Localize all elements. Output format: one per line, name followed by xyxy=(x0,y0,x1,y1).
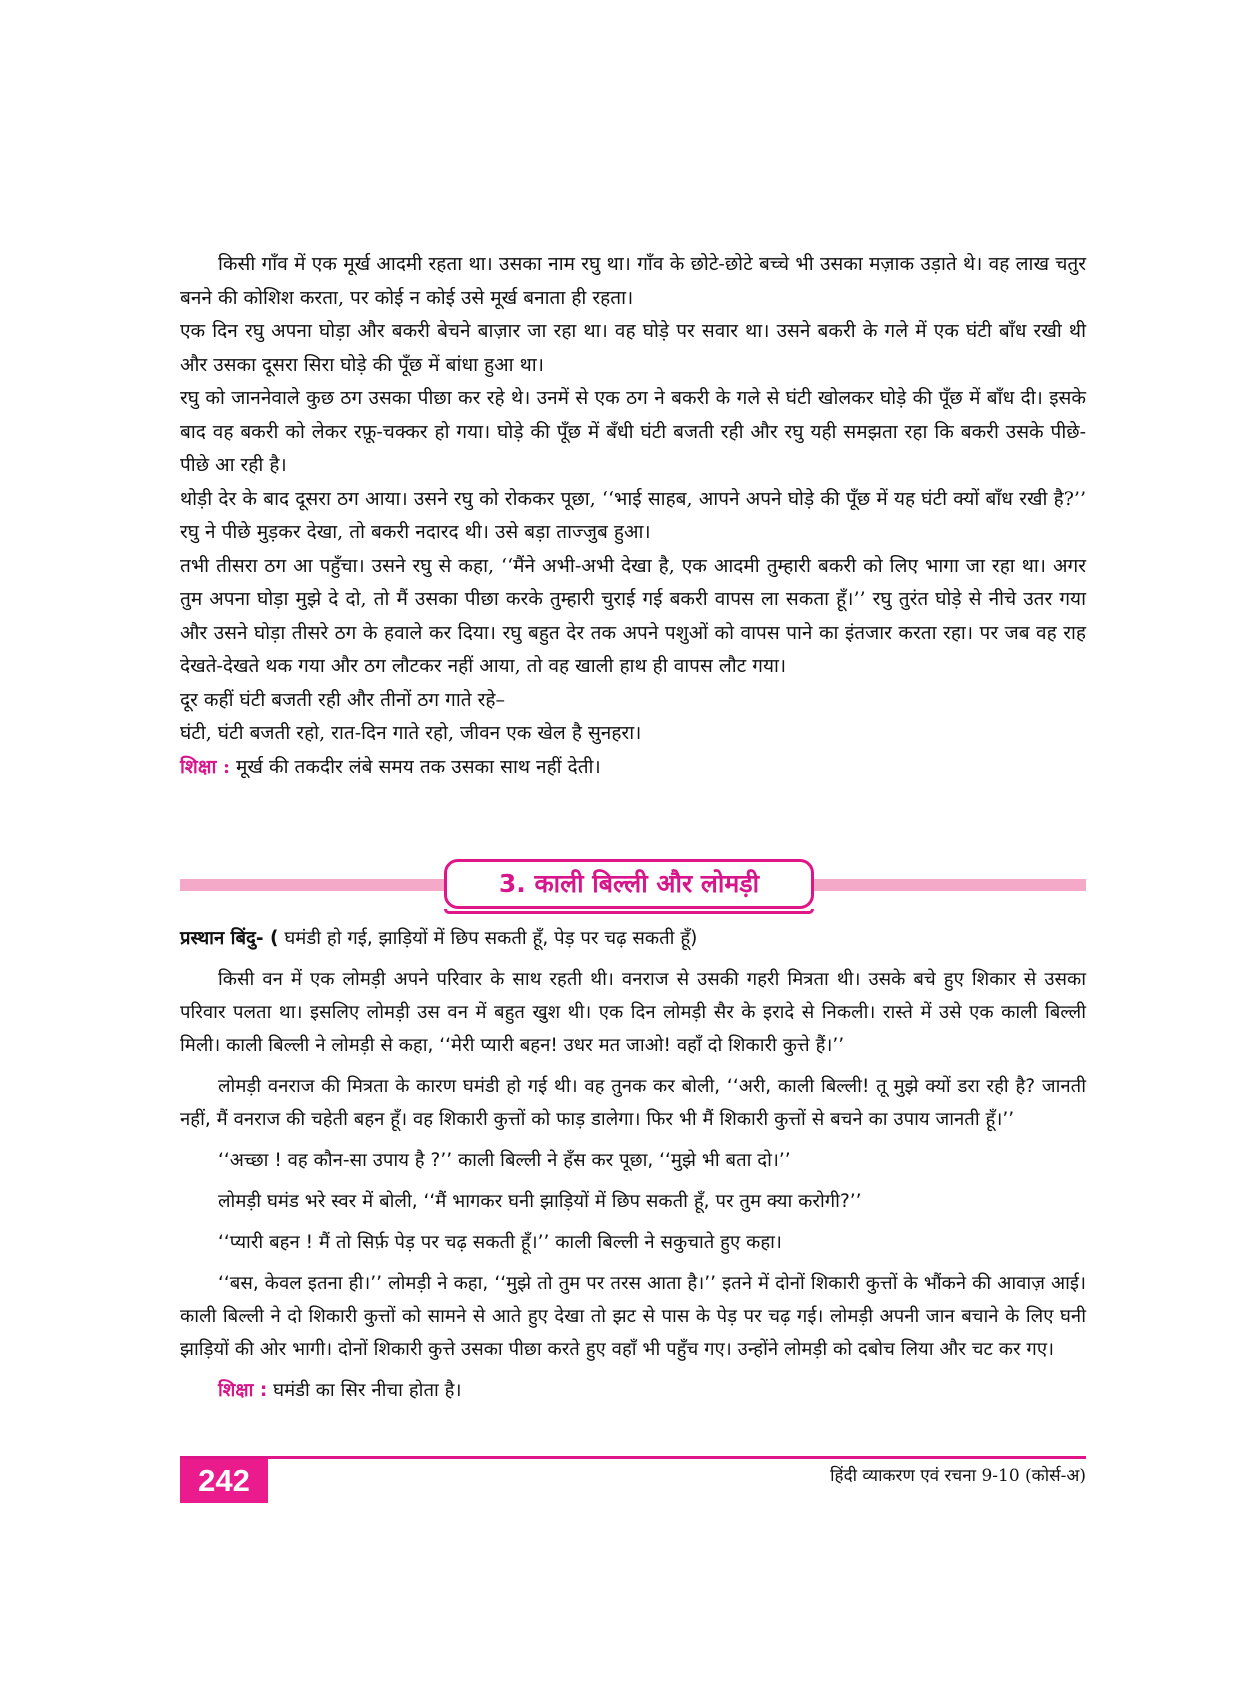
prasthan-bindu-label: प्रस्थान बिंदु- ( xyxy=(180,928,279,949)
story2-paragraph: लोमड़ी वनराज की मित्रता के कारण घमंडी हो गई थी। वह तुनक कर बोली, ‘‘अरी, काली बिल्ली! तू मुझे क्यों डरा रही है? जानती नहीं, मैं वनराज की चहेती बहन हूँ। वह शिकारी कुत्तों को फाड़ डालेगा। फिर भी मैं शिकारी कुत्तों से बचने का उपाय जानती हूँ।’’ xyxy=(180,1076,1086,1130)
prasthan-bindu xyxy=(180,922,1086,955)
story1-paragraph: तभी तीसरा ठग आ पहुँचा। उसने रघु से कहा, ‘‘मैंने अभी-अभी देखा है, एक आदमी तुम्हारी बकरी को लिए भागा जा रहा था। अगर तुम अपना घोड़ा मुझे दे दो, तो मैं उसका पीछा करके तुम्हारी चुराई गई बकरी वापस ला सकता हूँ।’’ रघु तुरंत घोड़े से नीचे उतर गया और उसने घोड़ा तीसरे ठग के हवाले कर दिया। रघु बहुत देर तक अपने पशुओं को वापस पाने का इंतजार करता रहा। पर जब वह राह देखते-देखते थक गया और ठग लौटकर नहीं आया, तो वह खाली हाथ ही वापस लौट गया। xyxy=(180,554,1086,677)
prasthan-bindu-text: घमंडी हो गई, झाड़ियों में छिप सकती हूँ, पेड़ पर चढ़ सकती हूँ) xyxy=(278,928,698,949)
moral-text: मूर्ख की तकदीर लंबे समय तक उसका साथ नहीं देती। xyxy=(230,755,601,778)
page-number: 242 xyxy=(180,1459,268,1503)
book-title: हिंदी व्याकरण एवं रचना 9-10 (कोर्स-अ) xyxy=(830,1466,1086,1486)
story2-paragraph: लोमड़ी घमंड भरे स्वर में बोली, ‘‘मैं भागकर घनी झाड़ियों में छिप सकती हूँ, पर तुम क्या करोगी?’’ xyxy=(218,1191,862,1212)
moral-label: शिक्षा : xyxy=(218,1380,268,1401)
story2-paragraph: ‘‘बस, केवल इतना ही।’’ लोमड़ी ने कहा, ‘‘मुझे तो तुम पर तरस आता है।’’ इतने में दोनों शिकारी कुत्तों के भौंकने की आवाज़ आई। काली बिल्ली ने दो शिकारी कुत्तों को सामने से आते हुए देखा तो झट से पास के पेड़ पर चढ़ गई। लोमड़ी अपनी जान बचाने के लिए घनी झाड़ियों की ओर भागी। दोनों शिकारी कुत्ते उसका पीछा करते हुए वहाँ भी पहुँच गए। उन्होंने लोमड़ी को दबोच लिया और चट कर गए। xyxy=(180,1273,1086,1360)
moral-text: घमंडी का सिर नीचा होता है। xyxy=(267,1380,462,1401)
story2-paragraph: ‘‘अच्छा ! वह कौन-सा उपाय है ?’’ काली बिल्ली ने हँस कर पूछा, ‘‘मुझे भी बता दो।’’ xyxy=(218,1150,791,1171)
section-title: 3. काली बिल्ली और लोमड़ी xyxy=(444,859,814,909)
footer-rule xyxy=(180,1456,1086,1459)
story1-paragraph: रघु को जाननेवाले कुछ ठग उसका पीछा कर रहे थे। उनमें से एक ठग ने बकरी के गले से घंटी खोलकर घोड़े की पूँछ में बाँध दी। इसके बाद वह बकरी को लेकर रफ़ू-चक्कर हो गया। घोड़े की पूँछ में बँधी घंटी बजती रही और रघु यही समझता रहा कि बकरी उसके पीछे-पीछे आ रही है। xyxy=(180,387,1086,476)
story1-paragraph: एक दिन रघु अपना घोड़ा और बकरी बेचने बाज़ार जा रहा था। वह घोड़े पर सवार था। उसने बकरी के गले में एक घंटी बाँध रखी थी और उसका दूसरा सिरा घोड़े की पूँछ में बांधा हुआ था। xyxy=(180,320,1086,376)
story1-moral xyxy=(180,751,1086,785)
story1-paragraph: किसी गाँव में एक मूर्ख आदमी रहता था। उसका नाम रघु था। गाँव के छोटे-छोटे बच्चे भी उसका मज़ाक उड़ाते थे। वह लाख चतुर बनने की कोशिश करता, पर कोई न कोई उसे मूर्ख बनाता ही रहता। xyxy=(180,253,1086,309)
story2-moral xyxy=(180,1374,1086,1407)
story2-paragraph: ‘‘प्यारी बहन ! मैं तो सिर्फ़ पेड़ पर चढ़ सकती हूँ।’’ काली बिल्ली ने सकुचाते हुए कहा। xyxy=(218,1232,782,1253)
story2-paragraph: किसी वन में एक लोमड़ी अपने परिवार के साथ रहती थी। वनराज से उसकी गहरी मित्रता थी। उसके बचे हुए शिकार से उसका परिवार पलता था। इसलिए लोमड़ी उस वन में बहुत खुश थी। एक दिन लोमड़ी सैर के इरादे से निकली। रास्ते में उसे एक काली बिल्ली मिली। काली बिल्ली ने लोमड़ी से कहा, ‘‘मेरी प्यारी बहन! उधर मत जाओ! वहाँ दो शिकारी कुत्ते हैं।’’ xyxy=(180,969,1086,1056)
story1-paragraph: दूर कहीं घंटी बजती रही और तीनों ठग गाते रहे– xyxy=(180,688,505,711)
story1-song-line: घंटी, घंटी बजती रहो, रात-दिन गाते रहो, जीवन एक खेल है सुनहरा। xyxy=(180,722,642,744)
story1-paragraph: थोड़ी देर के बाद दूसरा ठग आया। उसने रघु को रोककर पूछा, ‘‘भाई साहब, आपने अपने घोड़े की पूँछ में यह घंटी क्यों बाँध रखी है?’’ रघु ने पीछे मुड़कर देखा, तो बकरी नदारद थी। उसे बड़ा ताज्जुब हुआ। xyxy=(180,487,1086,543)
moral-label: शिक्षा : xyxy=(180,755,231,778)
story-kali-billi-text xyxy=(180,922,1086,1415)
story-ghanti-text xyxy=(180,248,1086,784)
